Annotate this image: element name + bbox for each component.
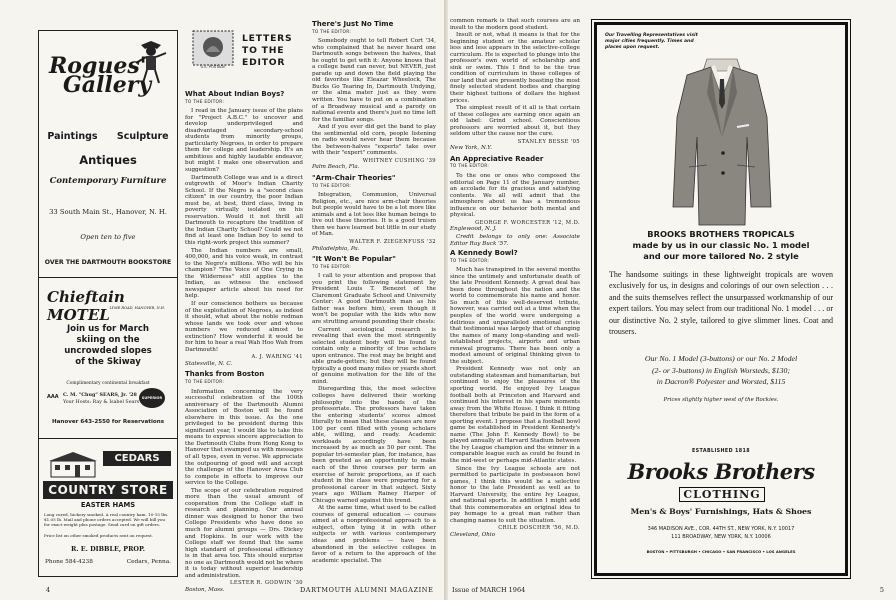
letter-paragraph: Integration, Communion, Universal Religion, etc., are nice arm-chair theories but people would have to be a lot more like animals and a lot less like human beings to live out these theories. It is a good truism then we have learned but little in our study of Man.: [312, 192, 436, 238]
letter-city: Philadelphia, Pa.: [312, 245, 360, 252]
letter-city: Statesville, N. C.: [185, 360, 233, 367]
clothing-banner: CLOTHING: [679, 487, 765, 502]
letter-title: "It Won't Be Popular": [312, 255, 396, 264]
chieftain-headline: Join us for March skiing on the uncrowded slopes of the Skiway: [64, 324, 152, 367]
cedars-store-ad: [39, 439, 177, 576]
chieftain-hosts: Your Hosts: Ray & Isabel Sears: [63, 400, 140, 405]
rogues-gallery-ad: [39, 31, 177, 278]
rogues-item-sculpture: Sculpture: [116, 131, 169, 142]
cedars-owner: R. E. DIBBLE, PROP.: [71, 545, 145, 553]
page-number-right: 5: [879, 586, 884, 594]
magazine-title-footer: DARTMOUTH ALUMNI MAGAZINE: [300, 586, 434, 594]
to-the-editor: TO THE EDITOR:: [312, 264, 352, 270]
letter-paragraph: President Kennedy was not only an outstanding statesman and humanitarian, but continued to enjoy the pleasures of the sporting world. He enjoyed Ivy League football both at Princeton and Harvard and continued his interest in his spare moments away from the White House. I think it fitting therefore that tribute be paid in the form of a sporting event. I propose that a football bowl game be established in President Kennedy's name (The John F. Kennedy Bowl) to be played annually at Harvard Stadium between the Ivy League champion and the winner in a comparable league such as could be found in the mid-west or perhaps mid-Atlantic states.: [450, 366, 581, 464]
to-the-editor: TO THE EDITOR:: [450, 164, 490, 170]
letter-paragraph: Current sociological research is revealing that even the most stringently selected student body will be found to contain only a minority of true scholars upon entrance. The rest may be bright and able grade-getters; but they will be found typically a good many miles or yeards short of genuine motivation for the life of the mind.: [312, 326, 436, 385]
letter-paragraph: And if you ever did get the band to play the sentimental old corn, people listening on radio would never hear them because the between-halves "experts" take over with their "expert" comments.: [312, 124, 436, 157]
letter-signature: WHITNEY CUSHING '39: [362, 157, 436, 164]
cedars-price-note: Price list on other smoked products sent on request.: [44, 533, 154, 538]
issue-footer: Issue of MARCH 1964: [452, 586, 526, 594]
ad-body: The handsome suitings in these lightweight tropicals are woven exclusively for us, in designs and colorings of our own selection . . . and the suits themselves reflect the unsurpassed workmanship of our expert tailors. You may select from our traditional No. 1 model . . . or our distinctive No. 2 style, tailored to give slimmer lines. Coat and trousers.: [609, 270, 833, 337]
store-illustration-icon: [47, 449, 99, 479]
letter-signature: GEORGE F. WORCESTER '12, M.D.: [475, 219, 580, 226]
letter-paragraph: To the one or ones who composed the editorial on Page 11 of the January number, an accolade for its gracious and satisfying contents. We all will admit that the atmosphere about us has a tremendous influence on our behavior both mental and physical.: [450, 173, 580, 219]
chieftain-motel-ad: [39, 278, 177, 439]
letter-paragraph: Somebody ought to tell Robert Cort '34, who complained that he never heard one Dartmouth songs between the halves, that he ought to get with it: Anyone knows that a college band can never, but NEVER, just parade up and down the field playing the old favorites like Eleazar Wheelock, The Bucks Go Tearing In, Dartmouth Undying, or the alma mater just as they were written. You have to put on a combination of a Broadway musical and a parody on national events and there's just no time left for the familiar songs.: [312, 38, 436, 123]
letter-paragraph: Much has transpired in the several months since the untimely and unfortunate death of the late President Kennedy. A great deal has been done throughout the nation and the world to commemorate his name and honor. So much of this well-deserved tribute, however, was carried out at a time when the peoples of the world were undergoing a delirious and unparalleled emotional crisis that testimonial was largely that of changing the names of many long-standing and well-established projects, airports and urban renewal programs. There has been only a modest amount of original thinking given to the subject.: [450, 267, 580, 365]
letter-paragraph: The Indian numbers are small, 400,000, and his voice weak, in contrast to the Negro's millions. Who will be his champion? "The Voice of One Crying in the Wilderness" still applies to the Indian, as witness the enclosed newspaper article about his need for help.: [185, 247, 303, 300]
letters-title-line3: EDITOR: [242, 57, 286, 68]
ad-headline-1: BROOKS BROTHERS TROPICALS: [647, 229, 795, 239]
letter-title: What About Indian Boys?: [185, 90, 285, 98]
letters-column-3: [450, 18, 580, 543]
ad-headline-3: and our more tailored No. 2 style: [643, 251, 799, 261]
letter-title: An Appreciative Reader: [450, 154, 544, 163]
letters-title-line2: TO THE: [242, 45, 285, 56]
cedars-place: Cedars, Penna.: [126, 559, 171, 565]
letter-signature: WALTER F. ZIEGENFUSS '32: [349, 238, 436, 245]
rogues-item-antiques: Antiques: [79, 153, 137, 167]
ad-price-1: Our No. 1 Model (3-buttons) or our No. 2 Model: [644, 354, 798, 363]
letter-paragraph: At the same time, what used to be called courses of general education — courses aimed at a nonprofessional approach to a subject, often tying it in with other subjects or with various contemporary ideas and problems — have been abandoned in the selective colleges in favor of a return to the approach of the academic specialist. The: [312, 505, 436, 564]
ad-price-2: (2- or 3-buttons) in English Worsteds, $130;: [651, 365, 791, 375]
letter-paragraph: Since the Ivy League schools are not permitted to participate in postseason bowl games, I think this would be a selective honor to the late President as well as to Harvard University, the entire Ivy League, and national sports. In addition I might add that this commemorates an original idea to pay homage to a great man rather than changing names to suit the situation.: [450, 465, 580, 524]
letter-paragraph: I read in the January issue of the plans for "Project A.B.C." to uncover and develop underprivileged and disadvantaged secondary-school students from minority groups, particularly Negroes, in order to prepare them for college and leadership. It's an ambitious and highly laudable endeavor, but might I make one observation and suggestion?: [185, 108, 303, 174]
stamp-caption: U.S. POSTAGE: [200, 65, 226, 69]
cedars-name-top: CEDARS: [103, 451, 171, 466]
ad-established: ESTABLISHED 1818: [692, 449, 750, 454]
letter-title: "Arm-Chair Theories": [312, 174, 396, 183]
letter-city: Boston, Mass.: [185, 586, 225, 593]
to-the-editor: TO THE EDITOR:: [450, 258, 490, 264]
right-page: [448, 0, 896, 600]
ad-cities: BOSTON • PITTSBURGH • CHICAGO • SAN FRANCISCO • LOS ANGELES: [646, 549, 796, 554]
to-the-editor: TO THE EDITOR:: [312, 183, 352, 189]
letter-city: Cleveland, Ohio: [450, 532, 496, 539]
letter-paragraph: Disregarding this, the most selective colleges have delivered their working philosophy into the hands of the professoriate. The professors have taken the entering students' scores almost literally to mean that these classes are now 100 per cent filled with young scholars able, willing, and ready. Academic workloads accordingly have been increased by as much as 50 per cent. The popular tri-semester plan, for instance, has been greeted as an opportunity to make each of the three courses per term an exercise of heroic proportions, as if each student in the class were preparing for a professional career in that subject. Sixty years ago William Rainey Harper of Chicago warned against this trend.: [312, 386, 436, 504]
ad-furnishings: Men's & Boys' Furnishings, Hats & Shoes: [630, 507, 812, 516]
rogues-note: OVER THE DARTMOUTH BOOKSTORE: [44, 259, 172, 266]
letter-paragraph: Information concerning the very successful celebration of the 100th anniversary of the Dartmouth Alumni Association of Boston will be found elsewhere in this issue. As the one privileged to be president during this significant year, I would like to take this means to express sincere appreciation to the Dartmouth Clubs from Hong Kong to Hanover that swamped us with messages of all types, even in verse. We appreciate the outpouring of good will and accept the challenge of the Hanover Area Club to compete in efforts to improve our service to the College.: [185, 388, 303, 487]
cedars-phone: Phone 584-4238: [45, 559, 93, 565]
letters-title-line1: LETTERS: [242, 33, 293, 44]
rogues-item-furniture: Contemporary Furniture: [49, 176, 167, 186]
chieftain-logo: Chieftain MOTEL: [47, 288, 125, 324]
letter-signature: CRILE DOSCHER '56, M.D.: [498, 525, 580, 532]
chieftain-breakfast: Complimentary continental breakfast: [66, 381, 150, 386]
letters-column-1: [185, 88, 303, 597]
to-the-editor: TO THE EDITOR:: [185, 379, 225, 385]
brooks-brothers-ad: [594, 22, 848, 576]
chieftain-logo-sub: LYME ROAD, HANOVER, N.H.: [109, 306, 165, 310]
ad-price-3: in Dacron® Polyester and Worsted, $115: [656, 377, 786, 386]
letter-paragraph: The simplest result of it all is that certain of these colleges are earning once again an old label: Grind school. Conscientious professors are worried about it, but they seldom utter the cause nor the cure.: [450, 105, 580, 138]
letter-city: Englewood, N. J.: [450, 226, 497, 233]
suit-illustration-icon: [667, 57, 777, 227]
letters-column-2: [312, 18, 436, 565]
aaa-badge: AAA: [47, 394, 59, 400]
reps-note: Our Travelling Representatives visit major cities frequently. Times and places upon request.: [605, 33, 698, 50]
letter-signature: STANLEY BESSE '05: [517, 138, 580, 145]
letters-header: [192, 30, 302, 74]
rogues-logo-line1: Rogues': [49, 53, 147, 79]
letter-title: A Kennedy Bowl?: [450, 249, 518, 258]
superior-badge: SUPERIOR: [139, 388, 165, 408]
rogues-item-paintings: Paintings: [47, 131, 98, 142]
letter-paragraph: Dartmouth College was and is a direct outgrowth of Moor's Indian Charity School. If the Negro is a "second class citizen" in our country, the poor Indian must be, at best, third class, living in poverty virtually isolated on his reservation. Would it not thrill all Dartmouth to recapture the tradition of the Indian Charity School? Could we not find at least one Indian boy to send to this right-work project this summer?: [185, 174, 303, 247]
chieftain-owner: C. M. "Chug" SEARS, Jr. '28: [63, 392, 137, 398]
chieftain-phone: Hanover 643-2550 for Reservations: [51, 419, 165, 425]
brooks-brothers-logo: Brooks Brothers: [627, 459, 815, 484]
rogues-hours: Open ten to five: [80, 233, 136, 241]
rogues-address: 33 South Main St., Hanover, N. H.: [49, 208, 167, 216]
letter-title: Thanks from Boston: [185, 370, 265, 379]
ad-address-2: 111 BROADWAY, NEW YORK, N.Y. 10006: [671, 534, 771, 540]
ad-headline-2: made by us in our classic No. 1 model: [632, 240, 810, 250]
cedars-subtitle: EASTER HAMS: [80, 501, 136, 509]
rogues-logo-line2: Gallery: [63, 72, 152, 98]
page-number-left: 4: [46, 586, 51, 594]
ad-west-note: Prices slightly higher west of the Rockies.: [663, 397, 779, 403]
letter-city: Palm Beach, Fla.: [312, 164, 360, 171]
to-the-editor: TO THE EDITOR:: [185, 99, 225, 105]
cedars-name-main: COUNTRY STORE: [43, 481, 173, 499]
ad-address-1: 346 MADISON AVE., COR. 44TH ST., NEW YORK, N.Y. 10017: [647, 526, 795, 532]
editor-note: Credit belongs to only one: Associate Editor Ray Buck '57.: [450, 233, 580, 247]
letter-paragraph: Insult or not, what it means is that for the beginning student or the amateur scholar less and less appears in the selective-college curriculum. He is expected to plunge into the professor's own world of scholarship and sink or swim. This I find to be the true condition of curriculum in those colleges of our land that are presently boasting the most finely selected student bodies and charging their highest tuitions of dollars the highest prices.: [450, 32, 580, 104]
letter-signature: A. J. WARING '41: [251, 354, 303, 361]
ads-column: [38, 30, 178, 577]
letter-paragraph: If our conscience bothers us because of the exploitation of Negroes, as indeed it should, what about the noble redman whose lands we took over and whose numbers we reduced almost to extinction? How wonderful it would be for him to hear a real Wah Hoo Wah from Dartmouth!: [185, 300, 303, 353]
letter-paragraph: I call to your attention and propose that you print the following statement by President Louis T. Benezet of the Claremont Graduate School and University Center: A good Dartmouth man as his father was before him), even though it won't be popular with the kids who now are strutting around pounding their chests:: [312, 273, 436, 325]
cedars-body: Long cured, hickory smoked. A real country ham. 10-15 lbs. $1.05 lb. Mail and phone orders accepted. We will bill you for exact weight plus postage. Send card on gift orders.: [44, 512, 169, 527]
to-the-editor: TO THE EDITOR:: [312, 29, 352, 35]
letter-paragraph: common remark is that such courses are an insult to the modern good student.: [450, 18, 580, 31]
letter-paragraph: The scope of our celebration required more than the usual amount of cooperation from the College staff in research and planning. Our annual dinner was designed to honor the two College Presidents who have done so much for alumni groups — Drs. Dickey and Hopkins. In our work with the College staff we found that the same high standard of professional efficiency is in that area too. This should surprise no one as Dartmouth would not be where it is today without superior leadership and administration.: [185, 487, 303, 579]
letter-signature: LESTER R. GODWIN '30: [230, 580, 303, 587]
letter-city: New York, N.Y.: [450, 145, 493, 152]
left-page: [0, 0, 444, 600]
letter-title: There's Just No Time: [312, 20, 394, 28]
